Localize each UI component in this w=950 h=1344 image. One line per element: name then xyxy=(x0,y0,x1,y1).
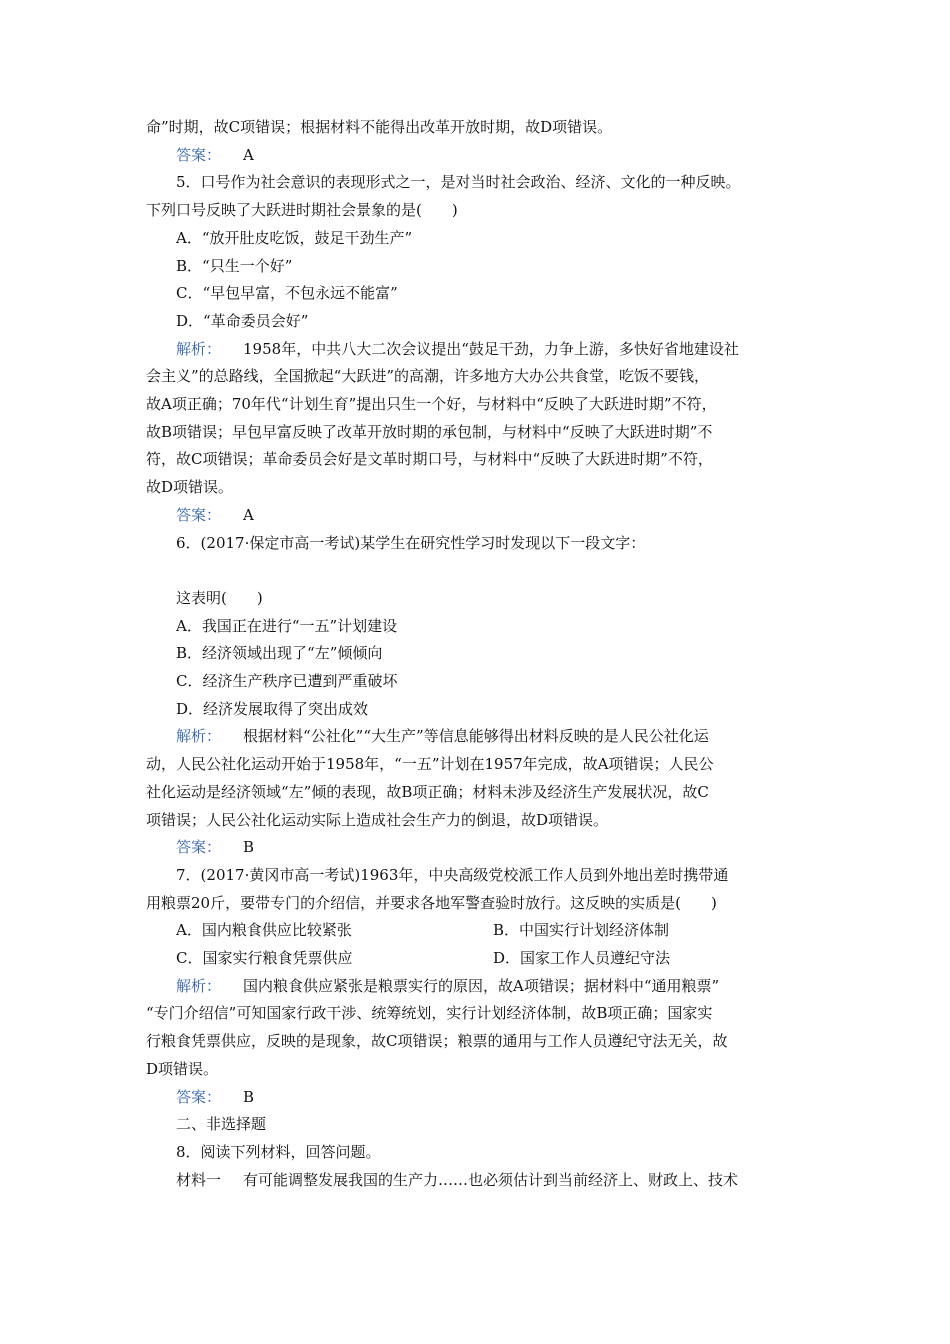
q7-answer: B xyxy=(243,1087,255,1106)
q5-analysis-5: 符，故C项错误；革命委员会好是文革时期口号，与材料中“反映了大跃进时期”不符， xyxy=(146,450,713,469)
q7-analysis-3: 行粮食凭票供应，反映的是现象，故C项错误；粮票的通用与工作人员遵纪守法无关，故 xyxy=(146,1032,728,1051)
q6-analysis-1: 解析： 根据材料“公社化”“大生产”等信息能够得出材料反映的是人民公社化运 xyxy=(176,727,709,746)
q4-answer-line xyxy=(146,142,810,170)
q7-stem-1: 7．(2017·黄冈市高一考试)1963年，中央高级党校派工作人员到外地出差时携带通 xyxy=(176,865,729,884)
answer-label: 答案： xyxy=(176,145,222,164)
q6-stem: 6．(2017·保定市高一考试)某学生在研究性学习时发现以下一段文字： xyxy=(176,533,646,552)
q5-option-c: C．“早包早富，不包永远不能富” xyxy=(176,284,398,303)
q5-analysis-3: 故A项正确；70年代“计划生育”提出只生一个好，与材料中“反映了大跃进时期”不符， xyxy=(146,395,717,414)
q8-material-1: 材料一 有可能调整发展我国的生产力……也必须估计到当前经济上、财政上、技术 xyxy=(176,1170,739,1189)
q7-stem-2: 用粮票20斤，要带专门的介绍信，并要求各地军警查验时放行。这反映的实质是( ) xyxy=(146,893,717,912)
q8-stem: 8．阅读下列材料，回答问题。 xyxy=(176,1143,381,1161)
q7-answer-line xyxy=(146,1084,810,1112)
document-page xyxy=(146,114,810,1194)
q6-analysis-4: 项错误；人民公社化运动实际上造成社会生产力的倒退，故D项错误。 xyxy=(146,810,609,829)
q7-option-b: B．中国实行计划经济体制 xyxy=(493,921,670,940)
q7-options-row-2 xyxy=(146,945,810,973)
analysis-label: 解析： xyxy=(176,976,222,995)
section-heading-non-choice: 二、非选择题 xyxy=(176,1115,267,1134)
q5-analysis-1: 解析： 1958年，中共八大二次会议提出“鼓足干劲，力争上游，多快好省地建设社 xyxy=(176,339,739,358)
q5-option-d: D．“革命委员会好” xyxy=(176,311,309,330)
material-label: 材料一 xyxy=(176,1170,222,1189)
intro-line: 命”时期，故C项错误；根据材料不能得出改革开放时期，故D项错误。 xyxy=(146,118,613,136)
q6-analysis-3: 社化运动是经济领域“左”倾的表现，故B项正确；材料未涉及经济生产发展状况，故C xyxy=(146,782,709,801)
q7-analysis-4: D项错误。 xyxy=(146,1059,219,1078)
q5-answer: A xyxy=(243,505,254,524)
q6-stem-2: 这表明( ) xyxy=(176,588,263,607)
q7-analysis-1: 解析： 国内粮食供应紧张是粮票实行的原因，故A项错误；据材料中“通用粮票” xyxy=(176,976,720,995)
analysis-label: 解析： xyxy=(176,339,222,358)
q6-analysis-2: 动，人民公社化运动开始于1958年，“一五”计划在1957年完成，故A项错误；人民公 xyxy=(146,755,714,774)
q5-analysis-4: 故B项错误；早包早富反映了改革开放时期的承包制，与材料中“反映了大跃进时期”不 xyxy=(146,422,713,441)
q7-analysis-2: “专门介绍信”可知国家行政干涉、统筹统划，实行计划经济体制，故B项正确；国家实 xyxy=(146,1004,713,1023)
q5-analysis-2: 会主义”的总路线，全国掀起“大跃进”的高潮，许多地方大办公共食堂，吃饭不要钱， xyxy=(146,367,710,386)
q6-option-d: D．经济发展取得了突出成效 xyxy=(176,699,369,718)
q6-answer-line xyxy=(146,834,810,862)
q5-answer-line xyxy=(146,502,810,530)
q5-option-a: A．“放开肚皮吃饭，鼓足干劲生产” xyxy=(176,228,413,247)
answer-label: 答案： xyxy=(176,838,222,857)
q6-blank-material-area xyxy=(146,557,810,585)
q5-stem-1: 5．口号作为社会意识的表现形式之一，是对当时社会政治、经济、文化的一种反映。 xyxy=(176,173,741,192)
analysis-label: 解析： xyxy=(176,727,222,746)
q7-option-a: A．国内粮食供应比较紧张 xyxy=(176,921,352,940)
q7-option-d: D．国家工作人员遵纪守法 xyxy=(493,949,671,968)
q7-option-c: C．国家实行粮食凭票供应 xyxy=(176,949,353,968)
q6-option-c: C．经济生产秩序已遭到严重破坏 xyxy=(176,672,398,691)
q5-stem-2: 下列口号反映了大跃进时期社会景象的是( ) xyxy=(146,201,458,220)
q5-analysis-6: 故D项错误。 xyxy=(146,478,234,497)
q6-option-a: A．我国正在进行“一五”计划建设 xyxy=(176,616,398,635)
answer-label: 答案： xyxy=(176,1087,222,1106)
answer-label: 答案： xyxy=(176,505,222,524)
q6-option-b: B．经济领域出现了“左”倾倾向 xyxy=(176,644,383,663)
q5-option-b: B．“只生一个好” xyxy=(176,256,293,275)
q6-answer: B xyxy=(243,838,255,857)
q7-options-row-1 xyxy=(146,917,810,945)
q4-answer: A xyxy=(243,145,254,164)
